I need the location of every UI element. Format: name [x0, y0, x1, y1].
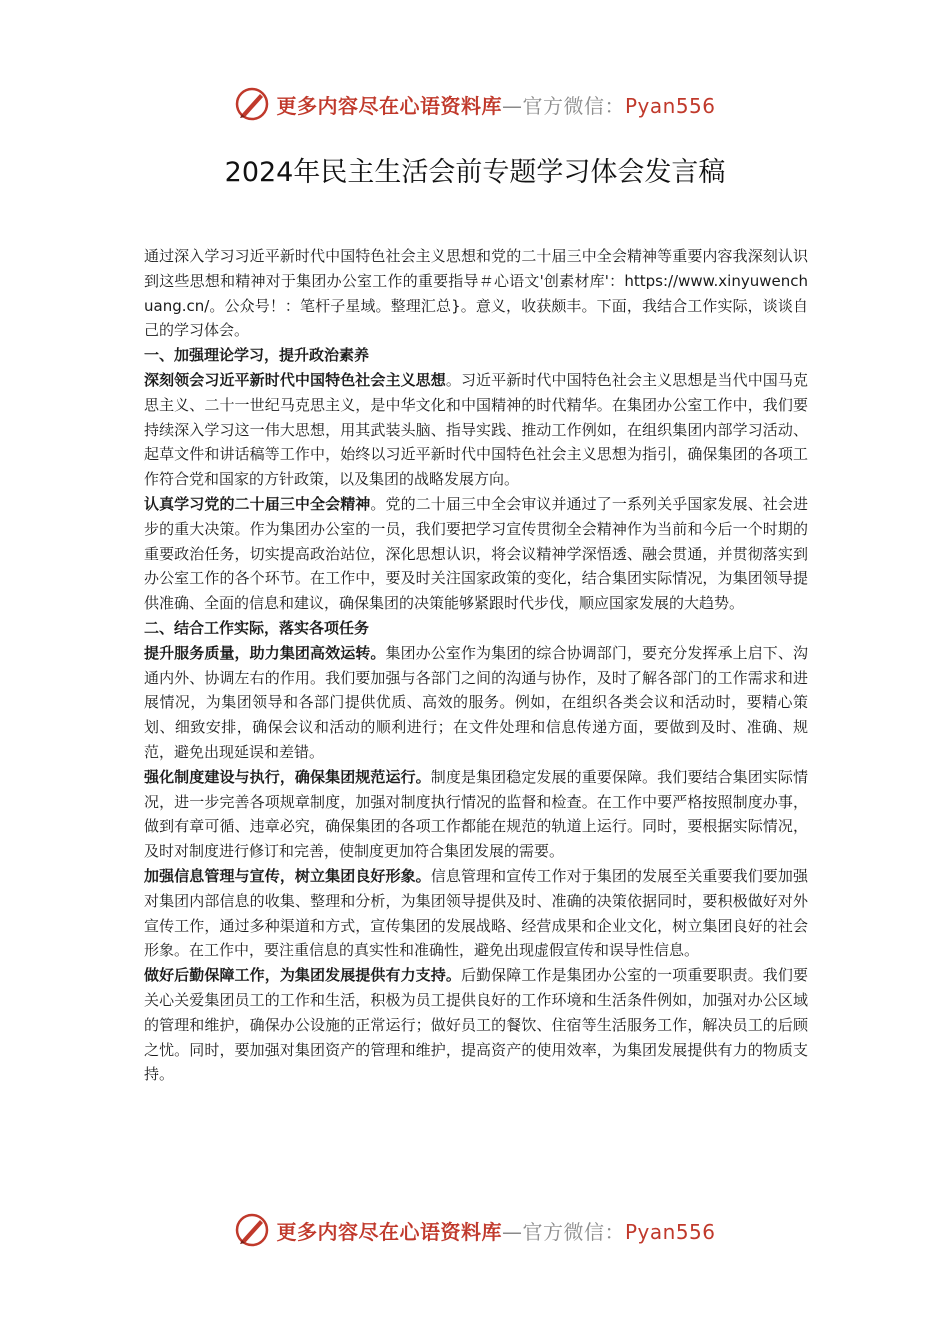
section1-p1-lead: 深刻领会习近平新时代中国特色社会主义思想	[144, 370, 446, 389]
footer-banner	[0, 1208, 950, 1252]
section2-paragraph-1	[144, 641, 808, 765]
section2-p3-text: 信息管理和宣传工作对于集团的发展至关重要我们要加强对集团内部信息的收集、整理和分析，为集团领导提供及时、准确的决策依据同时，要积极做好对外宣传工作，通过多种渠道和方式，宣传集团的发展战略、经营成果和企业文化，树立集团良好的社会形象。在工作中，要注重信息的真实性和准确性，避免出现虚假宣传和误导性信息。	[144, 866, 808, 960]
pen-logo-icon	[234, 1212, 270, 1248]
banner-wechat-id: Pyan556	[624, 93, 716, 118]
header-banner	[0, 82, 950, 126]
footer-text-red: 更多内容尽在心语资料库	[276, 1219, 502, 1244]
section1-paragraph-2	[144, 492, 808, 616]
section1-p1-text: 。习近平新时代中国特色社会主义思想是当代中国马克思主义、二十一世纪马克思主义，是中华文化和中国精神的时代精华。在集团办公室工作中，我们要持续深入学习这一伟大思想，用其武装头脑、指导实践、推动工作例如，在组织集团内部学习活动、起草文件和讲话稿等工作中，始终以习近平新时代中国特色社会主义思想为指引，确保集团的各项工作符合党和国家的方针政策，以及集团的战略发展方向。	[144, 370, 808, 489]
section1-paragraph-1	[144, 368, 808, 492]
section2-p2-lead: 强化制度建设与执行，确保集团规范运行。	[144, 767, 431, 786]
document-title: 2024年民主生活会前专题学习体会发言稿	[224, 157, 726, 188]
intro-paragraph: 通过深入学习习近平新时代中国特色社会主义思想和党的二十届三中全会精神等重要内容我深刻认识到这些思想和精神对于集团办公室工作的重要指导＃心语文'创素材库'：https://www.xinyuwenchuang.cn/。公众号！：笔杆子星域。整理汇总}。意义，收获颇丰。下面，我结合工作实际，谈谈自己的学习体会。	[144, 247, 808, 340]
section2-p1-lead: 提升服务质量，助力集团高效运转。	[144, 643, 386, 662]
section1-heading: 一、加强理论学习，提升政治素养	[144, 346, 370, 365]
section2-heading: 二、结合工作实际，落实各项任务	[144, 618, 370, 637]
section2-p4-text: 后勤保障工作是集团办公室的一项重要职责。我们要关心关爱集团员工的工作和生活，积极为员工提供良好的工作环境和生活条件例如，加强对办公区域的管理和维护，确保办公设施的正常运行；做好员工的餐饮、住宿等生活服务工作，解决员工的后顾之忧。同时，要加强对集团资产的管理和维护，提高资产的使用效率，为集团发展提供有力的物质支持。	[144, 966, 808, 1084]
document-body	[144, 244, 808, 1087]
section2-p2-text: 制度是集团稳定发展的重要保障。我们要结合集团实际情况，进一步完善各项规章制度，加强对制度执行情况的监督和检查。在工作中要严格按照制度办事，做到有章可循、违章必究，确保集团的各项工作都能在规范的轨道上运行。同时，要根据实际情况，及时对制度进行修订和完善，使制度更加符合集团发展的需要。	[144, 767, 808, 861]
banner-text-gray: —官方微信：	[501, 93, 625, 118]
footer-banner-text	[276, 1216, 715, 1245]
banner-text	[276, 90, 715, 119]
footer-text-gray: —官方微信：	[501, 1219, 625, 1244]
section2-p3-lead: 加强信息管理与宣传，树立集团良好形象。	[144, 866, 431, 885]
section1-p2-text: 。党的二十届三中全会审议并通过了一系列关乎国家发展、社会进步的重大决策。作为集团办公室的一员，我们要把学习宣传贯彻全会精神作为当前和今后一个时期的重要政治任务，切实提高政治站位，深化思想认识，将会议精神学深悟透、融会贯通，并贯彻落实到办公室工作的各个环节。在工作中，要及时关注国家政策的变化，结合集团实际情况，为集团领导提供准确、全面的信息和建议，确保集团的决策能够紧跟时代步伐，顺应国家发展的大趋势。	[144, 494, 808, 613]
section2-p4-lead: 做好后勤保障工作，为集团发展提供有力支持。	[144, 966, 461, 985]
section2-paragraph-3	[144, 864, 808, 963]
banner-text-red: 更多内容尽在心语资料库	[276, 93, 502, 118]
section2-p1-text: 集团办公室作为集团的综合协调部门，要充分发挥承上启下、沟通内外、协调左右的作用。我们要加强与各部门之间的沟通与协作，及时了解各部门的工作需求和进展情况，为集团领导和各部门提供优质、高效的服务。例如，在组织各类会议和活动时，要精心策划、细致安排，确保会议和活动的顺利进行；在文件处理和信息传递方面，要做到及时、准确、规范，避免出现延误和差错。	[144, 643, 808, 761]
section2-paragraph-2	[144, 765, 808, 864]
section1-p2-lead: 认真学习党的二十届三中全会精神	[144, 494, 371, 513]
pen-logo-icon	[234, 86, 270, 122]
section2-paragraph-4	[144, 963, 808, 1087]
footer-wechat-id: Pyan556	[624, 1219, 716, 1244]
